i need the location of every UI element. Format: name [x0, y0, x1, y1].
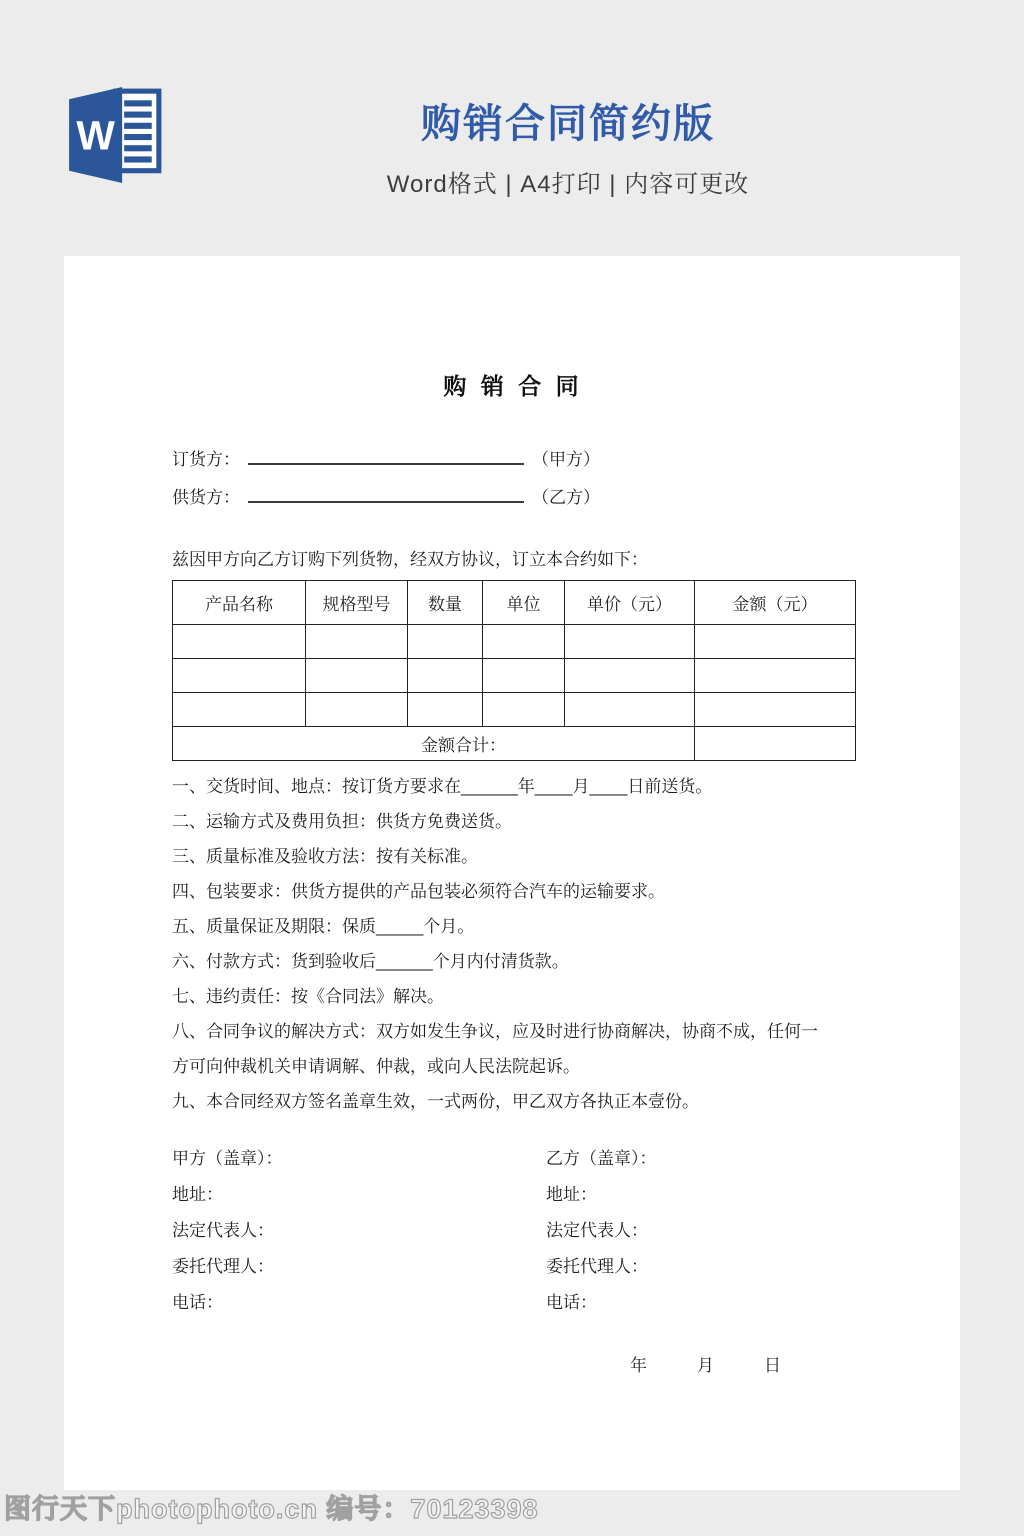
goods-table-total-row: [173, 727, 856, 761]
watermark-text: 图行天下photophoto.cn 编号：70123398: [4, 1494, 539, 1524]
template-title: 购销合同简约版: [421, 102, 715, 146]
table-cell-empty: [306, 693, 408, 727]
date-line: [172, 1351, 854, 1376]
table-cell-empty: [306, 659, 408, 693]
table-cell-empty: [695, 659, 856, 693]
contract-title: 购 销 合 同: [443, 373, 583, 399]
clause-7: 七、违约责任：按《合同法》解决。: [172, 987, 444, 1006]
table-cell-empty: [695, 693, 856, 727]
goods-table-row: [173, 693, 856, 727]
buyer-blank-line: [248, 450, 524, 465]
goods-table-row: [173, 659, 856, 693]
template-subtitle: Word格式 | A4打印 | 内容可更改: [386, 171, 750, 198]
clause-3: 三、质量标准及验收方法：按有关标准。: [172, 847, 478, 866]
svg-text:W: W: [76, 112, 115, 159]
contract-clauses: [172, 769, 854, 1119]
table-cell-empty: [408, 659, 483, 693]
col-header-unit: 单位: [483, 581, 565, 625]
table-cell-empty: [408, 625, 483, 659]
party-line-supplier: [172, 483, 854, 521]
goods-table: [172, 580, 856, 761]
header-text-block: [112, 0, 1024, 199]
table-cell-empty: [173, 659, 306, 693]
date-day-label: 日: [764, 1356, 781, 1375]
table-cell-empty: [306, 625, 408, 659]
table-cell-empty: [173, 625, 306, 659]
supplier-label: 供货方：: [172, 488, 240, 507]
clause-1: 一、交货时间、地点：按订货方要求在______年____月____日前送货。: [172, 777, 713, 796]
clause-5: 五、质量保证及期限：保质_____个月。: [172, 917, 475, 936]
table-cell-empty: [565, 659, 695, 693]
clause-6: 六、付款方式：货到验收后______个月内付清货款。: [172, 952, 569, 971]
table-cell-empty: [408, 693, 483, 727]
col-header-spec-model: 规格型号: [306, 581, 408, 625]
intro-paragraph: 兹因甲方向乙方订购下列货物，经双方协议，订立本合约如下：: [172, 550, 648, 569]
clause-8-line-1: 八、合同争议的解决方式：双方如发生争议，应及时进行协商解决，协商不成，任何一: [172, 1022, 818, 1041]
table-cell-empty: [483, 625, 565, 659]
template-header: [0, 0, 1024, 256]
table-cell-empty: [565, 693, 695, 727]
clause-9: 九、本合同经双方签名盖章生效，一式两份，甲乙双方各执正本壹份。: [172, 1092, 699, 1111]
party-line-buyer: [172, 445, 854, 483]
party-b-legal-rep: 法定代表人：: [546, 1221, 648, 1240]
col-header-product-name: 产品名称: [173, 581, 306, 625]
party-a-legal-rep: 法定代表人：: [172, 1221, 274, 1240]
col-header-quantity: 数量: [408, 581, 483, 625]
total-amount-cell-empty: [695, 727, 856, 761]
signature-party-b: [546, 1141, 657, 1321]
clause-4: 四、包装要求：供货方提供的产品包装必须符合汽车的运输要求。: [172, 882, 665, 901]
buyer-label: 订货方：: [172, 450, 240, 469]
supplier-blank-line: [248, 488, 524, 503]
signature-section: [172, 1141, 854, 1321]
table-cell-empty: [695, 625, 856, 659]
date-month-label: 月: [697, 1356, 714, 1375]
party-b-phone: 电话：: [546, 1293, 597, 1312]
buyer-suffix: （甲方）: [532, 450, 600, 469]
party-a-address: 地址：: [172, 1185, 223, 1204]
party-b-address: 地址：: [546, 1185, 597, 1204]
document-page: [64, 256, 960, 1490]
table-cell-empty: [173, 693, 306, 727]
goods-table-row: [173, 625, 856, 659]
goods-table-header-row: [173, 581, 856, 625]
clause-8-line-2: 方可向仲裁机关申请调解、仲裁，或向人民法院起诉。: [172, 1057, 580, 1076]
signature-party-a: [172, 1141, 546, 1321]
table-cell-empty: [565, 625, 695, 659]
party-a-phone: 电话：: [172, 1293, 223, 1312]
supplier-suffix: （乙方）: [532, 488, 600, 507]
col-header-unit-price: 单价（元）: [565, 581, 695, 625]
col-header-amount: 金额（元）: [695, 581, 856, 625]
party-a-seal-label: 甲方（盖章）：: [172, 1149, 283, 1168]
table-cell-empty: [483, 659, 565, 693]
total-amount-label: 金额合计：: [173, 727, 695, 761]
party-a-agent: 委托代理人：: [172, 1257, 274, 1276]
party-b-seal-label: 乙方（盖章）：: [546, 1149, 657, 1168]
date-year-label: 年: [630, 1356, 647, 1375]
party-b-agent: 委托代理人：: [546, 1257, 648, 1276]
clause-2: 二、运输方式及费用负担：供货方免费送货。: [172, 812, 512, 831]
table-cell-empty: [483, 693, 565, 727]
